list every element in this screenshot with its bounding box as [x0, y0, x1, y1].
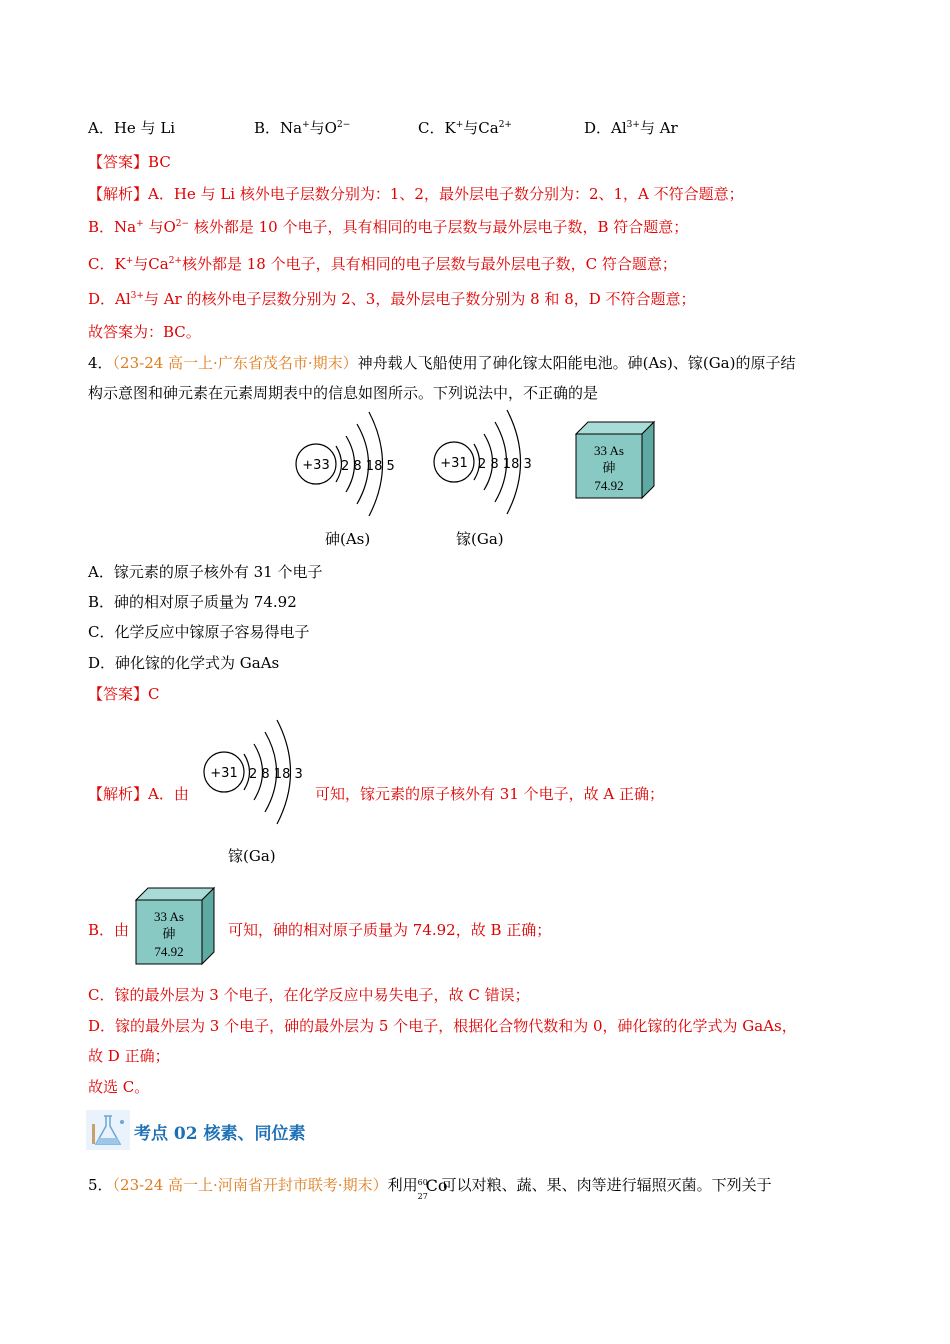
q4-analysis-a: 可知，镓元素的原子核外有 31 个电子，故 A 正确；	[315, 785, 664, 803]
q4-answer: 【答案】C	[88, 685, 160, 703]
inline-cell-number-symbol: 33 As	[154, 909, 184, 924]
q3-analysis-d: D．$Al^{3+}$与 Ar 的核外电子层数分别为 2、3，最外层电子数分别为 8 和 8，D 不符合题意；	[88, 290, 696, 308]
q3-conclusion: 故答案为：BC。	[88, 323, 201, 341]
q3-option-b: B．Na+与$O^{2-}$	[254, 119, 351, 137]
cobalt-isotope: 60 27 Co	[417, 1176, 448, 1201]
q3-option-a: A．He 与 Li	[88, 119, 176, 137]
cell-number-symbol: 33 As	[594, 443, 624, 458]
as-nucleus-charge: +33	[302, 458, 330, 473]
arsenic-element-cell-inline	[134, 886, 216, 966]
q3-option-d: D．$Al^{3+}$与 Ar	[584, 119, 678, 137]
q5-stem: 5．（23-24 高一上·河南省开封市联考·期末）利用 60 27 Co 可以对粮、蔬、果、肉等进行辐照灭菌。下列关于	[88, 1176, 772, 1201]
ga-atom-diagram-inline	[200, 716, 310, 830]
ga-inline-shells: 2 8 18 3	[249, 767, 303, 782]
q4-analysis-b-prefix: B．由	[88, 921, 130, 939]
arsenic-element-cell	[574, 420, 656, 500]
q4-stem-line1: 4．（23-24 高一上·广东省茂名市·期末）神舟载人飞船使用了砷化镓太阳能电池。砷(As)、镓(Ga)的原子结	[88, 354, 796, 372]
q4-option-a: A．镓元素的原子核外有 31 个电子	[88, 563, 323, 581]
q4-stem-line2: 构示意图和砷元素在元素周期表中的信息如图所示。下列说法中，不正确的是	[88, 384, 599, 402]
q3-answer: 【答案】BC	[88, 153, 171, 171]
q4-analysis-a-prefix: 【解析】A．由	[88, 785, 189, 803]
ga-inline-charge: +31	[210, 766, 238, 781]
ga-atom-diagram	[428, 408, 538, 520]
q3-analysis-b: B．Na+ 与$O^{2-}$ 核外都是 10 个电子，具有相同的电子层数与最外层电子数，B 符合题意；	[88, 218, 689, 236]
ga-nucleus-charge: +31	[440, 456, 468, 471]
q4-conclusion: 故选 C。	[88, 1078, 150, 1096]
ga-shells: 2 8 18 3	[478, 457, 532, 472]
q4-analysis-c: C．镓的最外层为 3 个电子，在化学反应中易失电子，故 C 错误；	[88, 986, 530, 1004]
q4-source: （23-24 高一上·广东省茂名市·期末）	[112, 354, 358, 372]
q4-option-d: D．砷化镓的化学式为 GaAs	[88, 654, 280, 672]
q4-analysis-d-line2: 故 D 正确；	[88, 1047, 170, 1065]
q4-option-c: C．化学反应中镓原子容易得电子	[88, 623, 310, 641]
cell-name: 砷	[602, 460, 616, 475]
ga-inline-label: 镓(Ga)	[228, 847, 276, 865]
q5-source: （23-24 高一上·河南省开封市联考·期末）	[112, 1176, 388, 1194]
inline-cell-name: 砷	[162, 926, 176, 941]
inline-cell-mass: 74.92	[154, 944, 184, 959]
ga-diagram-label: 镓(Ga)	[456, 530, 504, 548]
q4-analysis-d-line1: D．镓的最外层为 3 个电子，砷的最外层为 5 个电子，根据化合物代数和为 0，砷化镓的化学式为 GaAs，	[88, 1017, 797, 1035]
flask-icon	[86, 1110, 130, 1150]
q3-option-c: C．K+与$Ca^{2+}$	[418, 119, 512, 137]
as-atom-diagram	[290, 408, 400, 520]
cell-mass: 74.92	[594, 478, 624, 493]
as-diagram-label: 砷(As)	[325, 530, 371, 548]
q3-analysis-a: 【解析】A．He 与 Li 核外电子层数分别为：1、2，最外层电子数分别为：2、1，A 不符合题意；	[88, 185, 744, 203]
q4-option-b: B．砷的相对原子质量为 74.92	[88, 593, 297, 611]
q4-analysis-b: 可知，砷的相对原子质量为 74.92，故 B 正确；	[228, 921, 552, 939]
q3-analysis-c: C．K+与$Ca^{2+}$核外都是 18 个电子，具有相同的电子层数与最外层电子数，C 符合题意；	[88, 255, 677, 273]
section-title: 考点 02 核素、同位素	[134, 1124, 306, 1144]
as-shells: 2 8 18 5	[341, 459, 395, 474]
